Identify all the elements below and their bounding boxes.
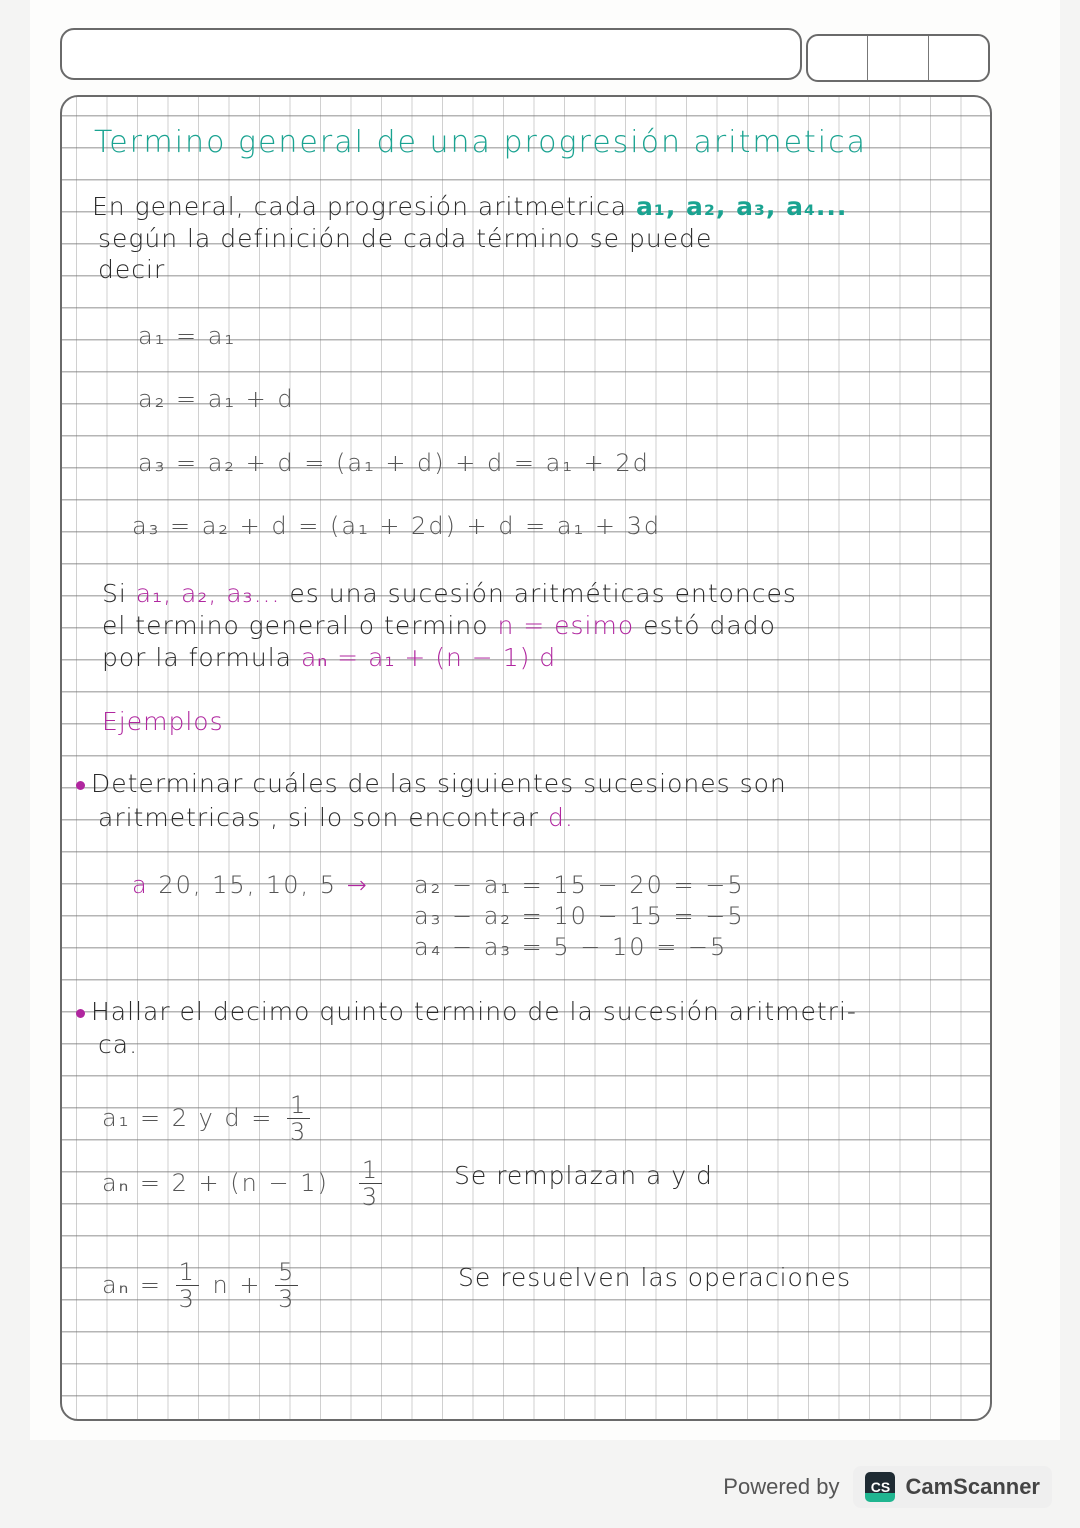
bullet-icon <box>76 1009 85 1018</box>
example1-prompt2-text: aritmetricas , si lo son encontrar <box>98 803 548 832</box>
definition-prefix: Si <box>102 579 136 608</box>
step2-fraction-2 <box>275 1259 298 1313</box>
camscanner-watermark <box>723 1466 1052 1508</box>
definition-line3-prefix: por la formula <box>102 643 301 672</box>
fraction-numerator: 1 <box>359 1157 382 1184</box>
example1-d-highlight: d. <box>548 803 574 832</box>
notebook-title-box <box>60 28 802 80</box>
example2-prompt-line-2: ca. <box>98 1030 139 1059</box>
powered-by-label: Powered by <box>723 1474 840 1499</box>
examples-heading: Ejemplos <box>102 707 224 736</box>
step1-fraction <box>359 1157 382 1211</box>
fraction-d <box>287 1092 310 1146</box>
example1-sequence <box>132 871 369 899</box>
example2-given <box>102 1092 314 1146</box>
step2-mid: n + <box>202 1270 272 1299</box>
step2-fraction-1 <box>176 1259 199 1313</box>
example1-values: 20, 15, 10, 5 <box>158 871 338 899</box>
fraction-denominator: 3 <box>290 1118 308 1147</box>
example1-prompt-line-2 <box>98 803 574 832</box>
definition-terms: a₁, a₂, a₃... <box>135 579 281 608</box>
page-title: Termino general de una progresión aritmetica <box>94 125 868 160</box>
fraction-numerator: 1 <box>287 1092 310 1119</box>
nth-term-label: n = esimo <box>497 611 635 640</box>
example2-prompt-text: Hallar el decimo quinto termino de la sucesión aritmetri- <box>91 997 857 1026</box>
intro-text: En general, cada progresión aritmetrica <box>92 192 637 221</box>
derivation-a3: a₃ = a₂ + d = (a₁ + d) + d = a₁ + 2d <box>138 449 650 477</box>
example2-step-2-note: Se resuelven las operaciones <box>458 1263 852 1292</box>
given-text: a₁ = 2 y d = <box>102 1103 284 1132</box>
date-cell-day <box>808 36 868 80</box>
intro-line-2: según la definición de cada término se puede <box>98 224 713 253</box>
derivation-a2: a₂ = a₁ + d <box>138 385 295 413</box>
derivation-a4: a₃ = a₂ + d = (a₁ + 2d) + d = a₁ + 3d <box>132 512 662 540</box>
intro-line-1 <box>92 192 847 221</box>
fraction-numerator: 1 <box>176 1259 199 1286</box>
fraction-denominator: 3 <box>361 1183 380 1212</box>
general-term-formula: aₙ = a₁ + (n − 1) d <box>300 643 557 672</box>
bullet-icon <box>76 781 85 790</box>
definition-line-2 <box>102 611 776 640</box>
fraction-denominator: 3 <box>178 1285 196 1314</box>
definition-suffix: es una sucesión aritméticas entonces <box>280 579 797 608</box>
camscanner-brand: CamScanner <box>905 1474 1040 1499</box>
definition-line-3 <box>102 643 556 672</box>
step1-expression: aₙ = 2 + (n − 1) <box>102 1168 329 1197</box>
example1-label: a <box>132 871 149 899</box>
example2-step-1 <box>102 1157 386 1211</box>
example2-step-2 <box>102 1259 302 1313</box>
arrow-right-icon: → <box>346 871 369 899</box>
date-cell-month <box>868 36 928 80</box>
example1-prompt-line-1 <box>76 769 787 798</box>
intro-line-3: decir <box>98 255 166 284</box>
definition-line2-suffix: estó dado <box>634 611 776 640</box>
camscanner-logo-icon: CS <box>865 1472 895 1502</box>
date-cell-year <box>929 36 988 80</box>
camscanner-badge[interactable] <box>853 1466 1052 1508</box>
step2-lhs: aₙ = <box>102 1270 172 1299</box>
definition-line2-prefix: el termino general o termino <box>102 611 498 640</box>
notebook-date-box <box>806 34 990 82</box>
example2-step-1-note: Se remplazan a y d <box>454 1161 713 1190</box>
example1-step-1: a₂ − a₁ = 15 − 20 = −5 <box>414 871 745 899</box>
example2-prompt-line-1 <box>76 997 857 1026</box>
fraction-numerator: 5 <box>275 1259 298 1286</box>
intro-terms: a₁, a₂, a₃, a₄... <box>636 192 848 221</box>
fraction-denominator: 3 <box>278 1285 296 1314</box>
grid-sheet <box>60 95 992 1421</box>
example1-step-2: a₃ − a₂ = 10 − 15 = −5 <box>414 902 745 930</box>
derivation-a1: a₁ = a₁ <box>138 322 237 350</box>
definition-line-1 <box>102 579 797 608</box>
example1-step-3: a₄ − a₃ = 5 − 10 = −5 <box>414 933 728 961</box>
example1-prompt-text: Determinar cuáles de las siguientes sucesiones son <box>91 769 787 798</box>
